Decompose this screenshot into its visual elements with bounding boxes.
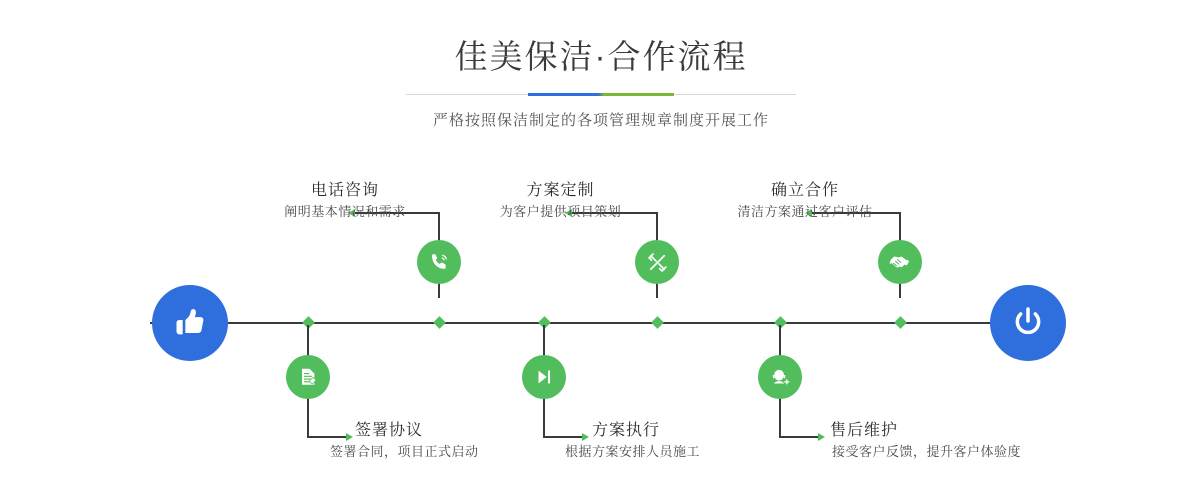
power-icon [1008,303,1048,343]
page-title: 佳美保洁·合作流程 [454,38,748,75]
timeline-axis [150,322,1060,324]
handshake-icon [888,250,912,274]
page-subtitle: 严格按照保洁制定的各项管理规章制度开展工作 [432,112,769,129]
step-title-1: 电话咨询 [310,182,379,199]
thumbs-up-icon [170,303,210,343]
flow-start-node [152,285,228,361]
step-node-4[interactable] [522,355,566,399]
step-label-2 [240,420,520,462]
step-desc-5: 清洁方案通过客户评估 [737,204,873,219]
step-desc-3: 为客户提供项目策划 [499,204,622,219]
step-node-1[interactable] [417,240,461,284]
axis-marker [651,316,664,329]
step-desc-1: 阐明基本情况和需求 [284,204,406,219]
document-edit-icon [297,366,319,388]
customer-support-icon [769,366,791,388]
step-node-5[interactable] [878,240,922,284]
step-node-3[interactable] [635,240,679,284]
flow-end-node [990,285,1066,361]
title-divider-accent [528,93,674,96]
process-flow-diagram [0,150,1202,502]
step-node-2[interactable] [286,355,330,399]
step-desc-4: 根据方案安排人员施工 [565,444,701,459]
step-title-4: 方案执行 [592,422,661,439]
phone-call-icon [428,251,451,274]
axis-marker [894,316,907,329]
step-title-5: 确立合作 [770,182,839,199]
axis-marker [433,316,446,329]
step-label-6 [700,420,1060,462]
step-desc-6: 接受客户反馈，提升客户体验度 [832,444,1022,459]
pencil-ruler-icon [646,251,669,274]
step-title-3: 方案定制 [526,182,595,199]
header [0,34,1202,130]
step-title-2: 签署协议 [355,422,424,439]
step-desc-2: 签署合同，项目正式启动 [330,444,479,459]
step-title-6: 售后维护 [830,422,899,439]
step-node-6[interactable] [758,355,802,399]
step-label-3 [463,180,658,222]
step-label-5 [705,180,905,222]
play-forward-icon [533,366,555,388]
step-label-1 [250,180,440,222]
title-divider [406,94,796,95]
